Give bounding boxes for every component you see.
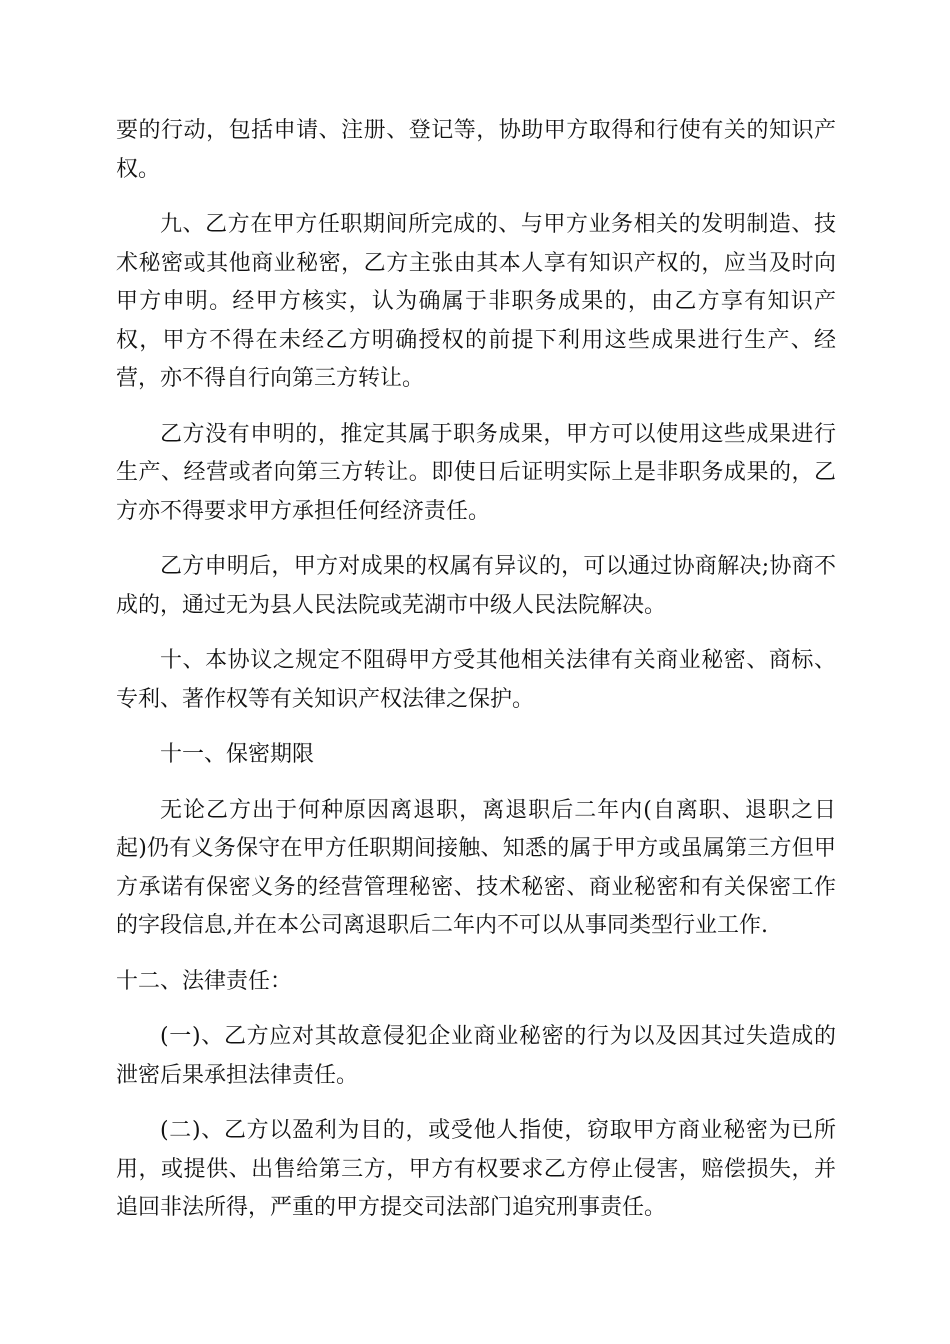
- paragraph-dispute-resolution: 乙方申明后，甲方对成果的权属有异议的，可以通过协商解决;协商不成的，通过无为县人民法院或芜湖市中级人民法院解决。: [116, 554, 836, 618]
- paragraph-liability-2: (二)、乙方以盈利为目的，或受他人指使，窃取甲方商业秘密为已所用，或提供、出售给第三方，甲方有权要求乙方停止侵害，赔偿损失，并追回非法所得，严重的甲方提交司法部门追究刑事责任。: [116, 1118, 836, 1220]
- heading-clause-12: 十二、法律责任：: [116, 968, 293, 994]
- paragraph-liability-1: (一)、乙方应对其故意侵犯企业商业秘密的行为以及因其过失造成的泄密后果承担法律责任。: [116, 1024, 836, 1088]
- paragraph-clause-10: 十、本协议之规定不阻碍甲方受其他相关法律有关商业秘密、商标、专利、著作权等有关知识产权法律之保护。: [116, 648, 836, 712]
- paragraph-continuation: 要的行动，包括申请、注册、登记等，协助甲方取得和行使有关的知识产权。: [116, 118, 836, 182]
- heading-clause-11: 十一、保密期限: [160, 742, 315, 767]
- document-body: [116, 112, 836, 1245]
- paragraph-undeclared-results: 乙方没有申明的，推定其属于职务成果，甲方可以使用这些成果进行生产、经营或者向第三方转让。即使日后证明实际上是非职务成果的，乙方亦不得要求甲方承担任何经济责任。: [116, 421, 836, 524]
- paragraph-clause-9: 九、乙方在甲方任职期间所完成的、与甲方业务相关的发明制造、技术秘密或其他商业秘密，乙方主张由其本人享有知识产权的，应当及时向甲方申明。经甲方核实，认为确属于非职务成果的，由乙方享有知识产权，甲方不得在未经乙方明确授权的前提下利用这些成果进行生产、经营，亦不得自行向第三方转让。: [116, 212, 836, 391]
- paragraph-confidentiality-period: 无论乙方出于何种原因离退职，离退职后二年内(自离职、退职之日起)仍有义务保守在甲方任职期间接触、知悉的属于甲方或虽属第三方但甲方承诺有保密义务的经营管理秘密、技术秘密、商业秘密和有关保密工作的字段信息,并在本公司离退职后二年内不可以从事同类型行业工作.: [116, 797, 836, 938]
